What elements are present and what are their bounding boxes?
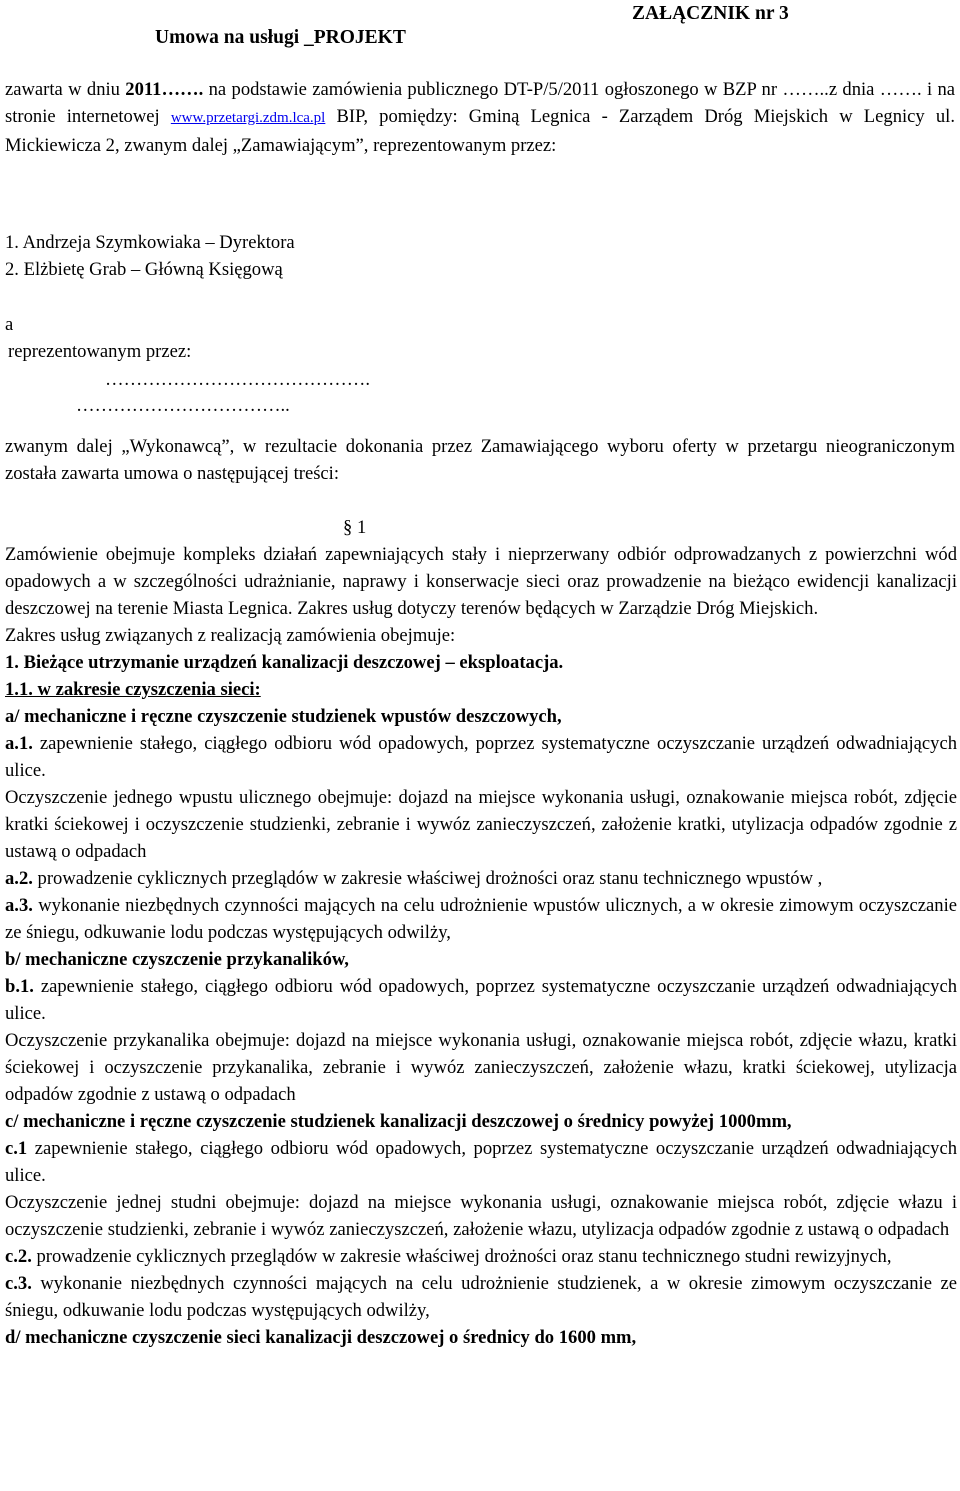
contract-body [5, 541, 957, 1351]
item-a-description: Oczyszczenie jednego wpustu ulicznego obejmuje: dojazd na miejsce wykonania usługi, oznakowanie miejsca robót, zdjęcie kratki ściekowej i oczyszczenie studzienki, zebranie i wywóz zanieczyszczeń, założenie kratki, utylizacja odpadów zgodnie z ustawą o odpadach [5, 787, 957, 862]
item-c3 [5, 1270, 957, 1324]
item-c2-number: c.2. [5, 1246, 32, 1267]
scope-paragraph: Zamówienie obejmuje kompleks działań zapewniających stały i nieprzerwany odbiór odprowadzanych z powierzchni wód opadowych a w szczególności udrażnianie, naprawy i konserwacje sieci oraz prowadzenie na bieżąco ewidencji kanalizacji deszczowej na terenie Miasta Legnica. Zakres usług dotyczy terenów będących w Zarządzie Dróg Miejskich. [5, 544, 957, 619]
heading-c: c/ mechaniczne i ręczne czyszczenie studzienek kanalizacji deszczowej o średnicy powyżej 1000mm, [5, 1111, 792, 1132]
document-title: Umowa na usługi _PROJEKT [155, 27, 406, 48]
item-c-description: Oczyszczenie jednej studni obejmuje: dojazd na miejsce wykonania usługi, oznakowanie miejsca robót, zdjęcie włazu i oczyszczenie studzienki, zebranie i wywóz zanieczyszczeń, założenie włazu, utylizacja odpadów zgodnie z ustawą o odpadach [5, 1192, 957, 1240]
conjunction-text: a [5, 314, 14, 335]
item-b-description: Oczyszczenie przykanalika obejmuje: dojazd na miejsce wykonania usługi, oznakowanie miejsca robót, zdjęcie włazu, kratki ściekowej i oczyszczenie przykanalika, zebranie i wywóz zanieczyszczeń, założenie włazu, kratki ściekowej, utylizacja odpadów zgodnie z ustawą o odpadach [5, 1030, 957, 1105]
representative-1: 1. Andrzeja Szymkowiaka – Dyrektora [5, 232, 295, 253]
intro-text-2: na podstawie zamówienia publicznego DT-P/5/2011 ogłoszonego w BZP nr ……..z dnia ……. i na stronie internetowej [5, 79, 955, 127]
item-a1-number: a.1. [5, 733, 33, 754]
item-c1 [5, 1135, 957, 1189]
item-a1 [5, 730, 957, 784]
item-c1-number: c.1 [5, 1138, 28, 1159]
item-a1-text: zapewnienie stałego, ciągłego odbioru wód opadowych, poprzez systematyczne oczyszczanie urządzeń odwadniających ulice. [5, 733, 957, 781]
intro-text-3: BIP, pomiędzy: Gminą Legnica - Zarządem Dróg Miejskich w Legnicy ul. Mickiewicza 2, zwanym dalej „Zamawiającym”, reprezentowanym przez: [5, 106, 955, 156]
representative-2: 2. Elżbietę Grab – Główną Księgową [5, 259, 283, 280]
contract-date: 2011……. [125, 79, 204, 100]
intro-paragraph [5, 76, 955, 159]
item-a2-number: a.2. [5, 868, 33, 889]
heading-d: d/ mechaniczne czyszczenie sieci kanalizacji deszczowej o średnicy do 1600 mm, [5, 1327, 637, 1348]
contractor-paragraph: zwanym dalej „Wykonawcą”, w rezultacie dokonania przez Zamawiającego wyboru oferty w przetargu nieograniczonym została zawarta umowa o następującej treści: [5, 436, 955, 484]
item-b1-number: b.1. [5, 976, 34, 997]
item-a2-text: prowadzenie cyklicznych przeglądów w zakresie właściwej drożności oraz stanu technicznego wpustów , [32, 868, 823, 889]
item-c2-text: prowadzenie cyklicznych przeglądów w zakresie właściwej drożności oraz stanu technicznego studni rewizyjnych, [31, 1246, 892, 1267]
heading-1-1: 1.1. w zakresie czyszczenia sieci: [5, 679, 261, 700]
item-c3-text: wykonanie niezbędnych czynności mających na celu udrożnienie studzienek, a w okresie zimowym oczyszczanie ze śniegu, odkuwanie lodu podczas występujących odwilży, [5, 1273, 957, 1321]
scope-intro: Zakres usług związanych z realizacją zamówienia obejmuje: [5, 625, 456, 646]
item-c3-number: c.3. [5, 1273, 32, 1294]
heading-a: a/ mechaniczne i ręczne czyszczenie studzienek wpustów deszczowych, [5, 706, 562, 727]
placeholder-dots-2: …………………………….. [76, 395, 290, 416]
item-b1-text: zapewnienie stałego, ciągłego odbioru wód opadowych, poprzez systematyczne oczyszczanie urządzeń odwadniających ulice. [5, 976, 957, 1024]
item-c2 [5, 1243, 957, 1270]
item-a3 [5, 892, 957, 946]
item-a2 [5, 865, 957, 892]
tender-website-link[interactable]: www.przetargi.zdm.lca.pl [170, 110, 326, 126]
attachment-label: ZAŁĄCZNIK nr 3 [632, 3, 789, 24]
heading-1: 1. Bieżące utrzymanie urządzeń kanalizacji deszczowej – eksploatacja. [5, 652, 564, 673]
item-c1-text: zapewnienie stałego, ciągłego odbioru wód opadowych, poprzez systematyczne oczyszczanie urządzeń odwadniających ulice. [5, 1138, 957, 1186]
item-a3-text: wykonanie niezbędnych czynności mających na celu udrożnienie wpustów ulicznych, a w okresie zimowym oczyszczanie ze śniegu, odkuwanie lodu podczas występujących odwilży, [5, 895, 957, 943]
item-a3-number: a.3. [5, 895, 33, 916]
intro-text-1: zawarta w dniu [5, 79, 126, 100]
heading-b: b/ mechaniczne czyszczenie przykanalików, [5, 949, 349, 970]
item-b1 [5, 973, 957, 1027]
employer-representatives [5, 229, 605, 283]
represented-by-label: reprezentowanym przez: [8, 341, 192, 362]
placeholder-dots-1: ……………………………………. [105, 369, 370, 390]
section-sign-heading: § 1 [343, 517, 367, 538]
